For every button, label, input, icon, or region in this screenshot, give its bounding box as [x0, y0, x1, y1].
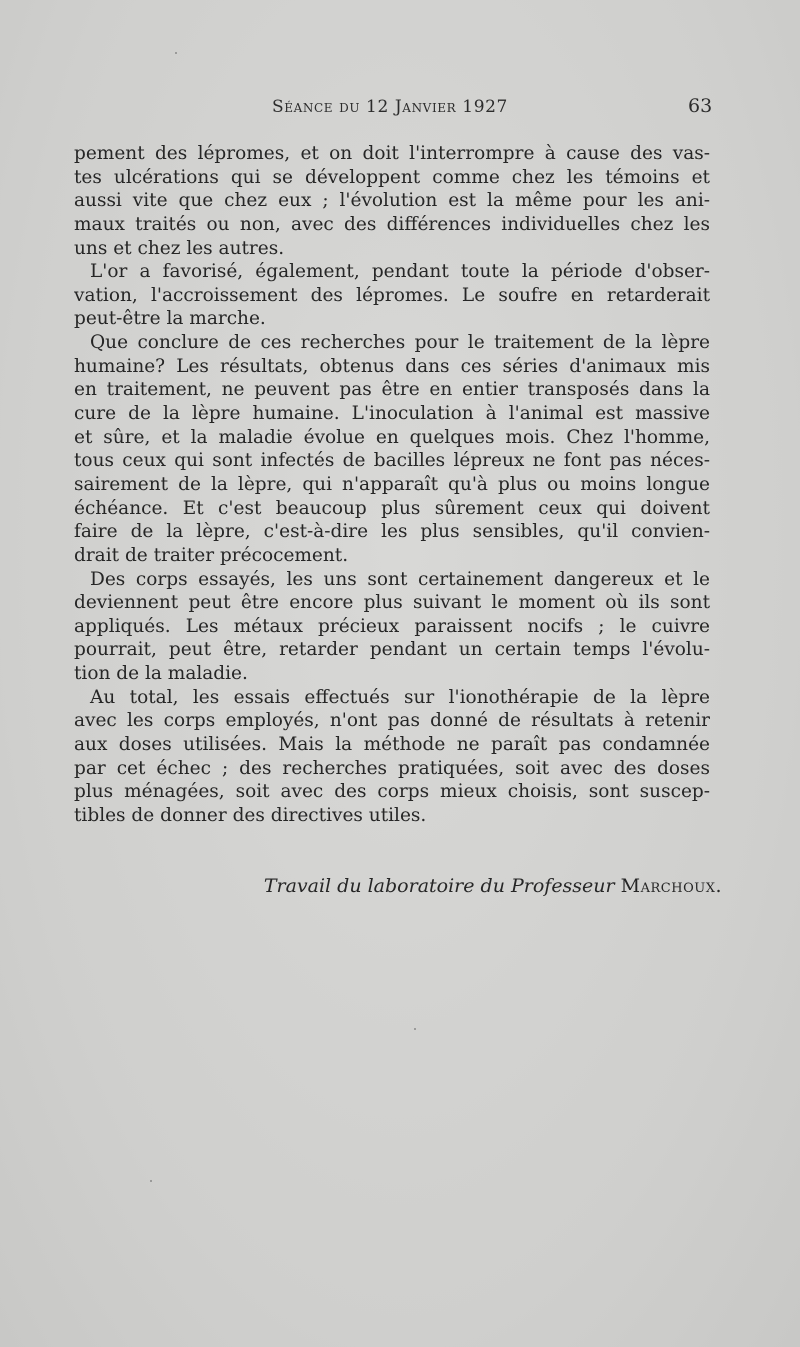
text-line: sairement de la lèpre, qui n'apparaît qu'à plus ou moins longue: [74, 473, 710, 495]
signature-name: Marchoux.: [620, 875, 722, 897]
text-line: aussi vite que chez eux ; l'évolution est la même pour les ani-: [74, 190, 710, 212]
text-line: maux traités ou non, avec des différences individuelles chez les: [74, 213, 710, 235]
text-line: vation, l'accroissement des lépromes. Le soufre en retarderait: [74, 284, 710, 306]
text-line: Au total, les essais effectués sur l'ionothérapie de la lèpre: [90, 686, 710, 708]
body-text: [74, 142, 710, 828]
text-line: faire de la lèpre, c'est-à-dire les plus sensibles, qu'il convien-: [74, 521, 710, 543]
text-line: et sûre, et la maladie évolue en quelques mois. Chez l'homme,: [74, 426, 710, 448]
text-line: deviennent peut être encore plus suivant le moment où ils sont: [74, 592, 710, 614]
text-line: tibles de donner des directives utiles.: [74, 804, 427, 826]
text-line: Des corps essayés, les uns sont certainement dangereux et le: [90, 568, 710, 590]
text-line: drait de traiter précocement.: [74, 544, 349, 566]
text-line: L'or a favorisé, également, pendant toute la période d'obser-: [90, 261, 710, 283]
text-line: échéance. Et c'est beaucoup plus sûrement ceux qui doivent: [74, 497, 710, 519]
signature-line: [0, 875, 722, 897]
text-line: tous ceux qui sont infectés de bacilles lépreux ne font pas néces-: [74, 450, 710, 472]
text-line: en traitement, ne peuvent pas être en entier transposés dans la: [74, 379, 710, 401]
text-line: appliqués. Les métaux précieux paraissent nocifs ; le cuivre: [74, 615, 710, 637]
text-line: cure de la lèpre humaine. L'inoculation à l'animal est massive: [74, 403, 710, 425]
paper-speck: [175, 52, 177, 54]
text-line: par cet échec ; des recherches pratiquées, soit avec des doses: [74, 757, 710, 779]
text-line: uns et chez les autres.: [74, 237, 285, 259]
text-line: tes ulcérations qui se développent comme chez les témoins et: [74, 166, 710, 188]
text-line: pourrait, peut être, retarder pendant un certain temps l'évolu-: [74, 639, 710, 661]
paper-speck: [150, 1180, 152, 1182]
text-line: aux doses utilisées. Mais la méthode ne paraît pas condamnée: [74, 734, 710, 756]
running-head: Séance du 12 Janvier 1927: [272, 97, 508, 117]
text-line: plus ménagées, soit avec des corps mieux choisis, sont suscep-: [74, 781, 710, 803]
paper-speck: [414, 1028, 416, 1030]
text-line: avec les corps employés, n'ont pas donné de résultats à retenir: [74, 710, 710, 732]
text-line: Que conclure de ces recherches pour le traitement de la lèpre: [90, 332, 710, 354]
text-line: pement des lépromes, et on doit l'interrompre à cause des vas-: [74, 143, 710, 164]
text-line: peut-être la marche.: [74, 308, 266, 330]
text-line: humaine? Les résultats, obtenus dans ces séries d'animaux mis: [74, 355, 710, 377]
page-number: 63: [688, 95, 713, 117]
text-line: tion de la maladie.: [74, 663, 248, 685]
signature-italic: Travail du laboratoire du Professeur: [263, 875, 615, 897]
